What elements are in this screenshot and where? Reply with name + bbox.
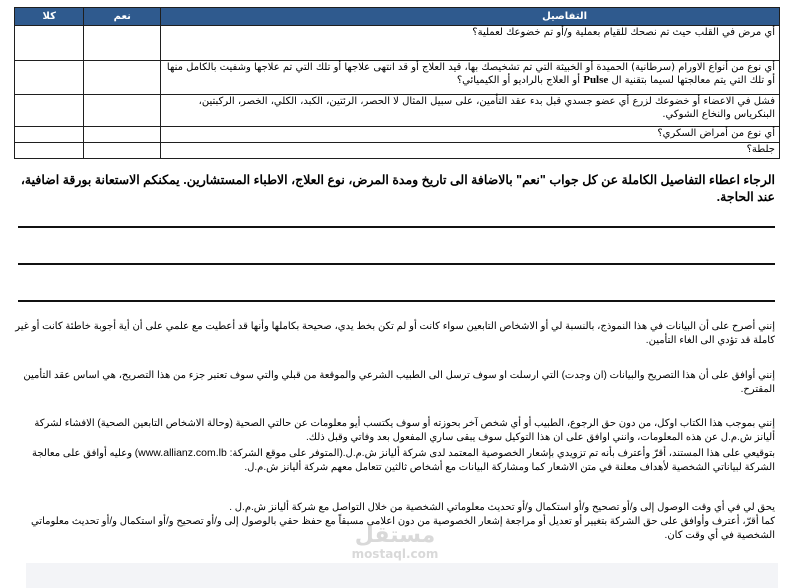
- watermark-latin: mostaql.com: [351, 547, 439, 561]
- answer-yes-cell[interactable]: [84, 26, 161, 61]
- details-instruction: الرجاء اعطاء التفاصيل الكاملة عن كل جواب "نعم" بالاضافة الى تاريخ ومدة المرض، نوع العلاج، الاطباء المستشارين. يمكنكم الاستعانة بورقة اضافية، عند الحاجة.: [20, 173, 775, 204]
- table-row: [15, 127, 780, 143]
- question-stroke: جلطة؟: [161, 143, 780, 159]
- answer-yes-cell[interactable]: [84, 95, 161, 127]
- header-yes: نعم: [84, 8, 161, 26]
- declaration-authorization: إنني بموجب هذا الكتاب اوكل، من دون حق الرجوع، الطبيب أو أي شخص آخر بحوزته أو سوف يكتسب أيو معلومات عن حالتي الصحية (وحالة الاشخاص التابعين الصحية) الافشاء لشركة أليانز ش.م.ل عن هذه المعلومات، وانني اوافق على ان هذا التوكيل سوف يبقى ساري المفعول بعد وفاتي وقبل ذلك.: [34, 418, 775, 443]
- answer-no-cell[interactable]: [15, 143, 84, 159]
- privacy-url: www.allianz.com.lb: [138, 447, 227, 459]
- footer-band: [26, 563, 778, 588]
- table-row: [15, 26, 780, 61]
- data-rights-line: يحق لي في أي وقت الوصول إلى و/أو تصحيح و/أو استكمال و/أو تحديث معلوماتي الشخصية من خلال التواصل مع شركة أليانز ش.م.ل .: [229, 502, 775, 513]
- question-tumors: أي نوع من أنواع الاورام (سرطانية) الحميدة أو الخبيثة التي تم تشخيصك بها، قيد العلاج أو قد انتهى علاجها أو تلك التي تم علاجها وشفيت بالكامل منها أو تلك التي يتم معالجتها لسيما بتقنية ال Pulse أو العلاج بالراديو أو الكيميائي؟: [161, 61, 780, 95]
- declaration-basis: إنني أوافق على أن هذا التصريح والبيانات (ان وجدت) التي ارسلت او سوف ترسل الى الطبيب الشرعي والموقعة من قبلي والتي سوف تعتبر جزء من هذا التصريح، هي اساس عقد التأمين المقترح.: [23, 370, 775, 395]
- declaration-accuracy: إنني أصرح على أن البيانات في هذا النموذج، بالنسبة لي أو الاشخاص التابعين سواء كانت أو لم تكن بخط يدي، صحيحة بكاملها وأنها قد أعطيت مع علمي على أن أية أجوبة خاطئة كانت أو غير كاملة قد تؤدي الى الغاء التأمين.: [15, 321, 775, 346]
- answer-line[interactable]: [18, 263, 775, 265]
- medical-questions-table: [14, 7, 780, 159]
- table-row: [15, 95, 780, 127]
- watermark-arabic: مستقل: [354, 523, 436, 548]
- table-header-row: [15, 8, 780, 26]
- answer-yes-cell[interactable]: [84, 143, 161, 159]
- table-row: [15, 143, 780, 159]
- answer-line[interactable]: [18, 300, 775, 302]
- answer-no-cell[interactable]: [15, 26, 84, 61]
- question-organ-failure: فشل في الاعضاء أو خضوعك لزرع أي عضو جسدي قبل بدء عقد التأمين، على سبيل المثال لا الحصر، الرئتين، الكبد، الكلي، الخصر، الركبتين، البنكرياس والنخاع الشوكي.: [161, 95, 780, 127]
- question-heart-disease: أي مرض في القلب حيث تم نصحك للقيام بعملية و/أو تم خضوعك لعملية؟: [161, 26, 780, 61]
- answer-yes-cell[interactable]: [84, 61, 161, 95]
- declaration-privacy: بتوقيعي على هذا المستند، أقرّ وأعترف بأنه تم تزويدي بإشعار الخصوصية المعتمد لدى شركة أليانز ش.م.ل.(المتوفر على موقع الشركة: www.allianz.com.lb) وعليه أوافق على معالجة الشركة لبياناتي الشخصية لأهداف معلنة في متن الاشعار كما ومشاركة البيانات مع أشخاص ثالثين تتعامل معهم شركة أليانز ش.م.ل.: [32, 447, 775, 473]
- answer-no-cell[interactable]: [15, 61, 84, 95]
- table-row: [15, 61, 780, 95]
- answer-yes-cell[interactable]: [84, 127, 161, 143]
- header-no: كلا: [15, 8, 84, 26]
- answer-no-cell[interactable]: [15, 127, 84, 143]
- watermark-logo: [345, 524, 445, 561]
- answer-no-cell[interactable]: [15, 95, 84, 127]
- data-rights-ack: كما أقرّ، أعترف وأوافق على حق الشركة بتغيير أو تعديل أو مراجعة إشعار الخصوصية من دون اعلامي مسبقاً مع حفظ حقي بالوصول إلى و/أو تصحيح و/أو استكمال و/أو تحديث معلوماتي الشخصية في أي وقت كان.: [30, 516, 775, 541]
- answer-line[interactable]: [18, 226, 775, 228]
- header-details: التفاصيل: [161, 8, 780, 26]
- question-diabetes: أي نوع من أمراض السكري؟: [161, 127, 780, 143]
